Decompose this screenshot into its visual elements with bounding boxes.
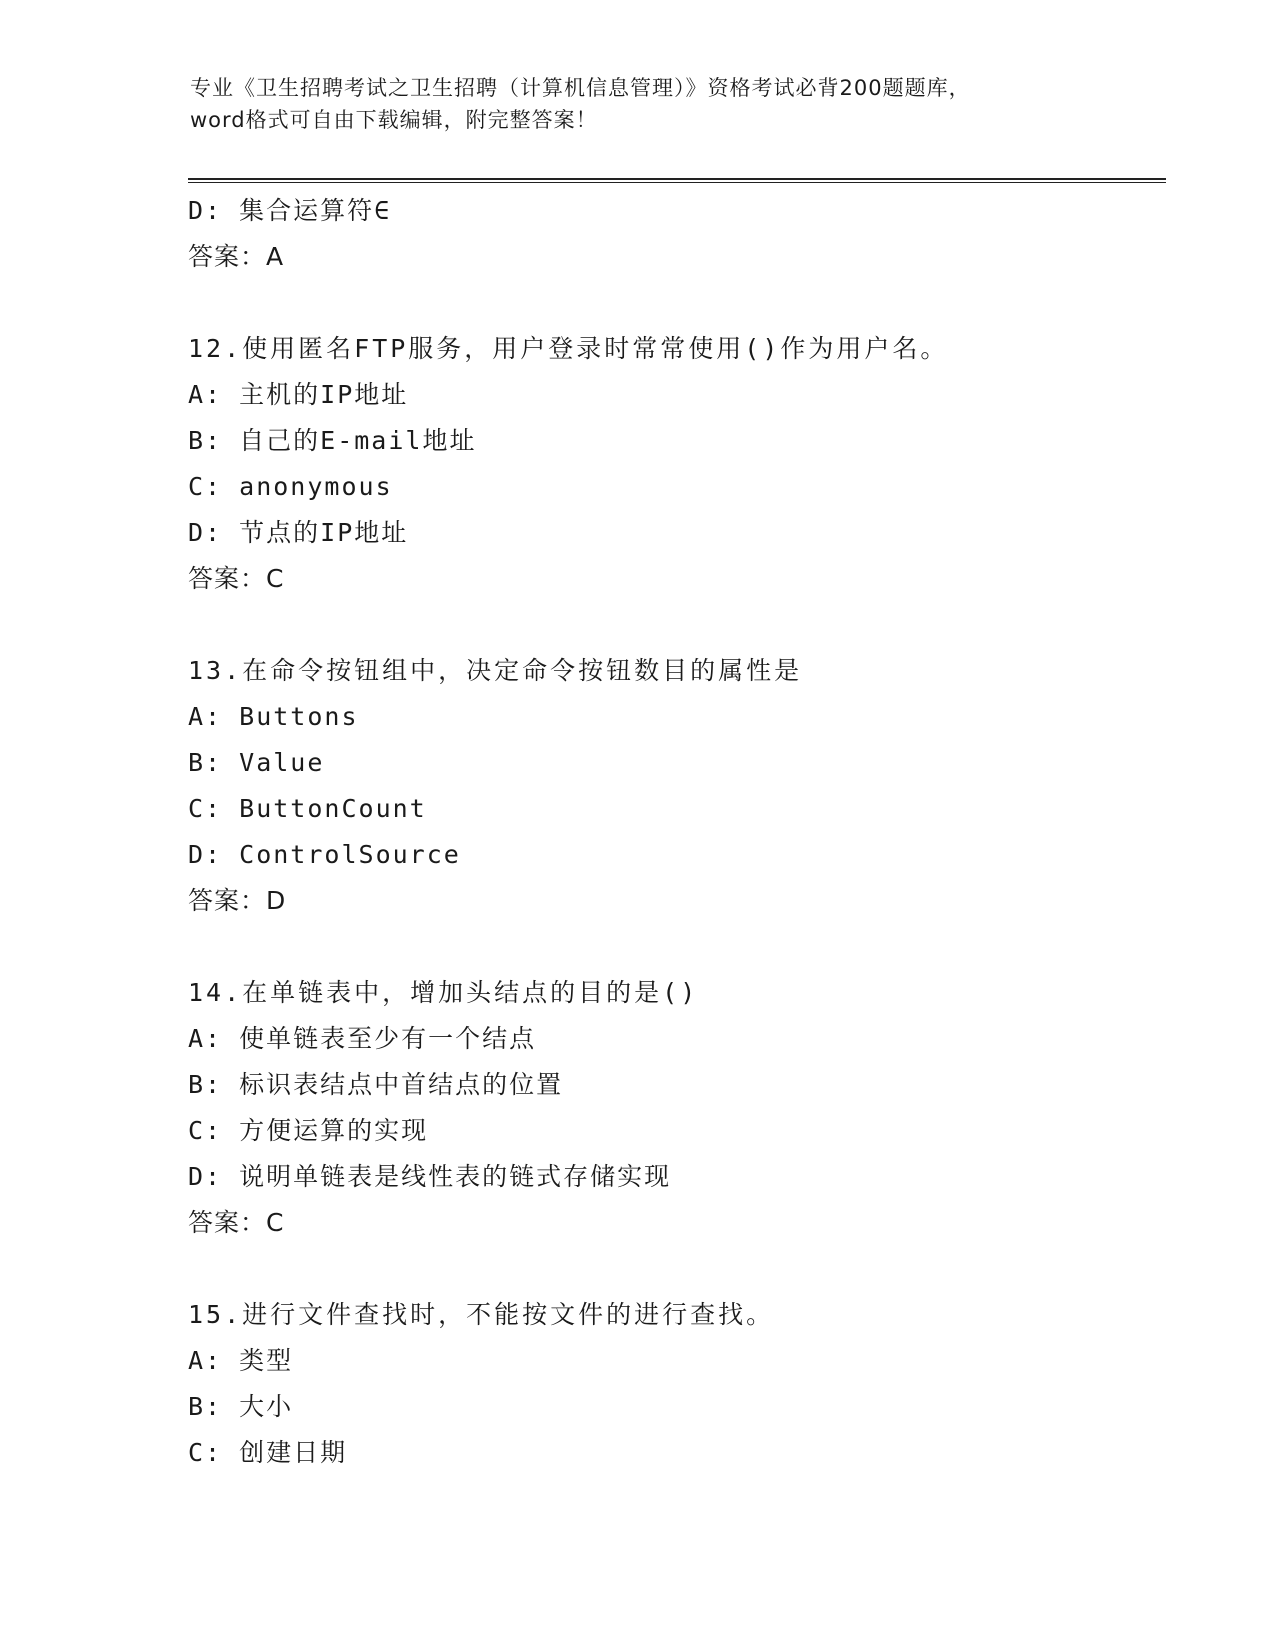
question-list xyxy=(188,188,1148,1476)
prev-answer: 答案：A xyxy=(188,242,285,271)
question-14-option-c: C: 方便运算的实现 xyxy=(188,1116,429,1145)
question-14-answer: 答案：C xyxy=(188,1208,285,1237)
question-12-option-b: B: 自己的E-mail地址 xyxy=(188,426,477,455)
question-14-option-a: A: 使单链表至少有一个结点 xyxy=(188,1024,537,1053)
header-line-2: word格式可自由下载编辑，附完整答案！ xyxy=(190,108,598,132)
question-12-option-a: A: 主机的IP地址 xyxy=(188,380,409,409)
question-13-option-b: B: Value xyxy=(188,748,325,777)
question-13-answer: 答案：D xyxy=(188,886,287,915)
question-13-option-a: A: Buttons xyxy=(188,702,359,731)
question-13-stem: 13.在命令按钮组中，决定命令按钮数目的属性是 xyxy=(188,656,803,685)
question-13-option-c: C: ButtonCount xyxy=(188,794,427,823)
question-15-option-c: C: 创建日期 xyxy=(188,1438,348,1467)
question-12-option-c: C: anonymous xyxy=(188,472,393,501)
question-15-option-b: B: 大小 xyxy=(188,1392,294,1421)
question-14-option-b: B: 标识表结点中首结点的位置 xyxy=(188,1070,564,1099)
question-15-option-a: A: 类型 xyxy=(188,1346,294,1375)
question-12-answer: 答案：C xyxy=(188,564,285,593)
question-14-option-d: D: 说明单链表是线性表的链式存储实现 xyxy=(188,1162,672,1191)
header-divider xyxy=(188,178,1166,183)
question-14-stem: 14.在单链表中，增加头结点的目的是() xyxy=(188,978,699,1007)
question-13-option-d: D: ControlSource xyxy=(188,840,461,869)
question-12-stem: 12.使用匿名FTP服务，用户登录时常常使用()作为用户名。 xyxy=(188,334,949,363)
header-line-1: 专业《卫生招聘考试之卫生招聘（计算机信息管理）》资格考试必背200题题库， xyxy=(190,76,971,100)
document-header xyxy=(190,72,1070,136)
prev-option-d: D: 集合运算符∈ xyxy=(188,196,392,225)
question-15-stem: 15.进行文件查找时，不能按文件的进行查找。 xyxy=(188,1300,775,1329)
question-12-option-d: D: 节点的IP地址 xyxy=(188,518,409,547)
